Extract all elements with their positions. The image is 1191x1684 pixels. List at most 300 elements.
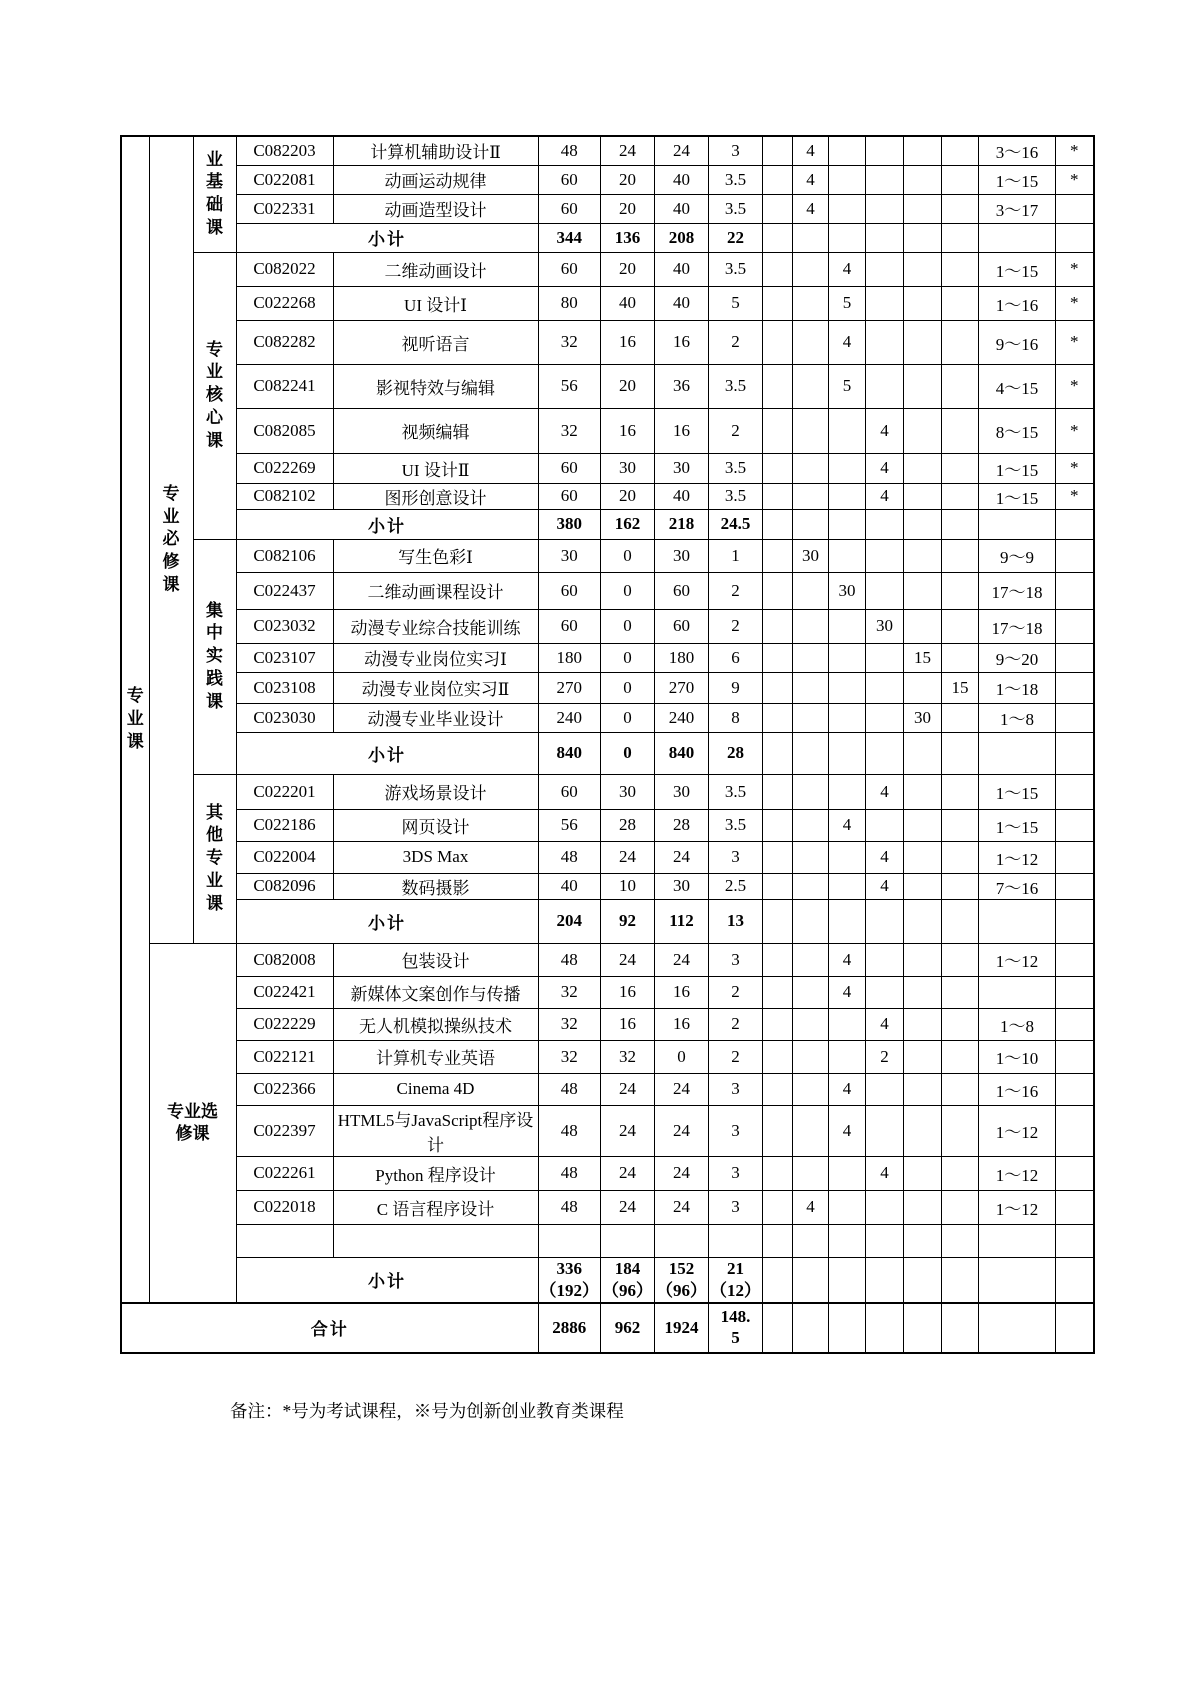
- weeks-range: 7～16: [979, 873, 1056, 899]
- sem-2: [793, 572, 829, 609]
- sem-4: [866, 223, 904, 252]
- sem-4: [866, 899, 904, 943]
- weeks-range: 1～15: [979, 774, 1056, 809]
- course-code: C022081: [236, 165, 333, 194]
- sem-6: [942, 320, 979, 364]
- lecture-hours: 20: [601, 364, 655, 408]
- sem-4: [866, 252, 904, 286]
- credits: 3: [709, 1156, 763, 1190]
- course-row: [121, 703, 1094, 732]
- value-line: 336: [556, 1258, 582, 1278]
- sem-4: [866, 1257, 904, 1303]
- course-name: C 语言程序设计: [333, 1190, 538, 1224]
- total-hours: 80: [538, 286, 601, 320]
- practice-hours: 16: [655, 1008, 709, 1040]
- row-header-core: [193, 252, 236, 539]
- sem-1: [763, 703, 793, 732]
- sem-4: [866, 643, 904, 672]
- sem-2: [793, 1008, 829, 1040]
- sem-2: [793, 873, 829, 899]
- sem-6: [942, 1156, 979, 1190]
- sem-5: [904, 572, 942, 609]
- weeks-range: 1～10: [979, 1040, 1056, 1073]
- value-line: 21: [727, 1258, 744, 1278]
- sem-4: [866, 703, 904, 732]
- sem-6: 15: [942, 672, 979, 703]
- sem-2: [793, 1105, 829, 1156]
- exam-flag: *: [1056, 483, 1094, 509]
- sem-6: [942, 841, 979, 873]
- course-row: [121, 809, 1094, 841]
- course-name: Python 程序设计: [333, 1156, 538, 1190]
- sem-4: [866, 286, 904, 320]
- weeks-range: [979, 509, 1056, 539]
- practice-hours: 24: [655, 841, 709, 873]
- course-row: [121, 453, 1094, 483]
- exam-flag: [1056, 609, 1094, 643]
- sem-5: [904, 509, 942, 539]
- sem-5: [904, 1257, 942, 1303]
- sem-4: 2: [866, 1040, 904, 1073]
- practice-hours: 40: [655, 252, 709, 286]
- sem-2: [793, 453, 829, 483]
- sem-6: [942, 873, 979, 899]
- practice-hours: 0: [655, 1040, 709, 1073]
- sem-1: [763, 1257, 793, 1303]
- course-row: [121, 408, 1094, 453]
- total-hours: 40: [538, 873, 601, 899]
- sem-3: 5: [829, 286, 866, 320]
- weeks-range: 1～8: [979, 703, 1056, 732]
- sem-3: [829, 1190, 866, 1224]
- total-hours: 48: [538, 1190, 601, 1224]
- course-name: 视频编辑: [333, 408, 538, 453]
- practice-hours: 180: [655, 643, 709, 672]
- exam-flag: [1056, 509, 1094, 539]
- sem-3: 5: [829, 364, 866, 408]
- practice-hours: 16: [655, 976, 709, 1008]
- row-header-required: [149, 136, 193, 943]
- sem-2: [793, 320, 829, 364]
- sem-3: [829, 1257, 866, 1303]
- weeks-range: 3～17: [979, 194, 1056, 223]
- course-row: [121, 252, 1094, 286]
- course-name: 包装设计: [333, 943, 538, 976]
- course-row: [121, 572, 1094, 609]
- sem-4: 4: [866, 408, 904, 453]
- sem-6: [942, 364, 979, 408]
- total-hours: 32: [538, 1008, 601, 1040]
- total-hours: 32: [538, 976, 601, 1008]
- sem-2: [793, 609, 829, 643]
- course-name: 二维动画设计: [333, 252, 538, 286]
- subtotal-total-hours: 344: [538, 223, 601, 252]
- course-row: [121, 1190, 1094, 1224]
- course-name: Cinema 4D: [333, 1073, 538, 1105]
- sem-2: [793, 408, 829, 453]
- course-code: C023030: [236, 703, 333, 732]
- course-code: C082096: [236, 873, 333, 899]
- sem-3: [829, 1040, 866, 1073]
- exam-flag: [1056, 1073, 1094, 1105]
- weeks-range: 17～18: [979, 609, 1056, 643]
- sem-5: [904, 539, 942, 572]
- practice-hours: 30: [655, 539, 709, 572]
- course-row: [121, 165, 1094, 194]
- course-code: C022121: [236, 1040, 333, 1073]
- value-line: 148.5: [720, 1307, 751, 1347]
- credits: 1: [709, 539, 763, 572]
- sem-4: [866, 539, 904, 572]
- course-row: [121, 774, 1094, 809]
- credits: 3.5: [709, 364, 763, 408]
- lecture-hours: 16: [601, 1008, 655, 1040]
- course-row: [121, 483, 1094, 509]
- sem-5: [904, 483, 942, 509]
- course-code: C082241: [236, 364, 333, 408]
- row-header-practice: [193, 539, 236, 774]
- course-name: 新媒体文案创作与传播: [333, 976, 538, 1008]
- credits: 3.5: [709, 483, 763, 509]
- total-hours: 180: [538, 643, 601, 672]
- course-code: C023032: [236, 609, 333, 643]
- sem-5: [904, 286, 942, 320]
- course-name: 动漫专业岗位实习Ⅱ: [333, 672, 538, 703]
- subtotal-row: [121, 899, 1094, 943]
- sem-3: [829, 841, 866, 873]
- sem-6: [942, 572, 979, 609]
- exam-flag: [1056, 809, 1094, 841]
- sem-5: [904, 320, 942, 364]
- weeks-range: 1～12: [979, 841, 1056, 873]
- course-row: [121, 1073, 1094, 1105]
- value-line: （12）: [710, 1280, 761, 1300]
- lecture-hours: 28: [601, 809, 655, 841]
- lecture-hours: 0: [601, 703, 655, 732]
- lecture-hours: 0: [601, 609, 655, 643]
- weeks-range: [979, 223, 1056, 252]
- grand-credits: [709, 1303, 763, 1353]
- sem-4: 4: [866, 873, 904, 899]
- lecture-hours: 16: [601, 976, 655, 1008]
- subtotal-row: [121, 732, 1094, 774]
- course-code: C022331: [236, 194, 333, 223]
- weeks-range: 9～16: [979, 320, 1056, 364]
- sem-1: [763, 483, 793, 509]
- course-name: 动画运动规律: [333, 165, 538, 194]
- weeks-range: [979, 1303, 1056, 1353]
- sem-6: [942, 165, 979, 194]
- course-code: C082008: [236, 943, 333, 976]
- sem-1: [763, 943, 793, 976]
- credits: 2: [709, 1040, 763, 1073]
- sem-6: [942, 609, 979, 643]
- exam-flag: [1056, 672, 1094, 703]
- sem-4: [866, 732, 904, 774]
- weeks-range: 1～16: [979, 1073, 1056, 1105]
- sem-1: [763, 1105, 793, 1156]
- course-name: UI 设计Ⅰ: [333, 286, 538, 320]
- subtotal-lecture-hours: 162: [601, 509, 655, 539]
- practice-hours: 16: [655, 408, 709, 453]
- exam-flag: *: [1056, 136, 1094, 165]
- course-name: 动漫专业毕业设计: [333, 703, 538, 732]
- subtotal-total-hours: [538, 1257, 601, 1303]
- total-hours: 60: [538, 483, 601, 509]
- course-name: 动画造型设计: [333, 194, 538, 223]
- course-code: C022186: [236, 809, 333, 841]
- subtotal-practice-hours: 218: [655, 509, 709, 539]
- course-row: [121, 364, 1094, 408]
- sem-5: [904, 1190, 942, 1224]
- subtotal-credits: [709, 1257, 763, 1303]
- total-hours: 48: [538, 1156, 601, 1190]
- sem-4: 30: [866, 609, 904, 643]
- value-line: （96）: [602, 1280, 653, 1300]
- total-hours: 56: [538, 364, 601, 408]
- sem-4: [866, 320, 904, 364]
- sem-1: [763, 453, 793, 483]
- footnote: 备注：*号为考试课程，※号为创新创业教育类课程: [230, 1401, 624, 1421]
- sem-3: [829, 1008, 866, 1040]
- subtotal-practice-hours: 208: [655, 223, 709, 252]
- sem-1: [763, 809, 793, 841]
- lecture-hours: 30: [601, 774, 655, 809]
- sem-2: [793, 364, 829, 408]
- course-name: [333, 1224, 538, 1257]
- sem-1: [763, 732, 793, 774]
- sem-2: [793, 899, 829, 943]
- practice-hours: 270: [655, 672, 709, 703]
- sem-4: [866, 672, 904, 703]
- sem-1: [763, 364, 793, 408]
- total-hours: 60: [538, 165, 601, 194]
- total-hours: 32: [538, 1040, 601, 1073]
- exam-flag: *: [1056, 252, 1094, 286]
- sem-6: [942, 1105, 979, 1156]
- total-hours: 60: [538, 252, 601, 286]
- credits: 2: [709, 609, 763, 643]
- credits: 5: [709, 286, 763, 320]
- sem-6: [942, 453, 979, 483]
- lecture-hours: 20: [601, 252, 655, 286]
- sem-5: [904, 609, 942, 643]
- practice-hours: 60: [655, 609, 709, 643]
- exam-flag: [1056, 643, 1094, 672]
- lecture-hours: [601, 1224, 655, 1257]
- credits: 8: [709, 703, 763, 732]
- practice-hours: 60: [655, 572, 709, 609]
- subtotal-label: 小计: [236, 223, 538, 252]
- weeks-range: 17～18: [979, 572, 1056, 609]
- sem-4: 4: [866, 453, 904, 483]
- sem-3: 4: [829, 809, 866, 841]
- weeks-range: 1～8: [979, 1008, 1056, 1040]
- weeks-range: 1～15: [979, 453, 1056, 483]
- exam-flag: [1056, 1224, 1094, 1257]
- credits: 3: [709, 1190, 763, 1224]
- course-name: 3DS Max: [333, 841, 538, 873]
- course-row: [121, 643, 1094, 672]
- sem-2: [793, 841, 829, 873]
- total-hours: 48: [538, 136, 601, 165]
- sem-4: [866, 1224, 904, 1257]
- course-code: C022269: [236, 453, 333, 483]
- subtotal-credits: 24.5: [709, 509, 763, 539]
- exam-flag: [1056, 899, 1094, 943]
- lecture-hours: 0: [601, 539, 655, 572]
- course-code: C082282: [236, 320, 333, 364]
- credits: 3: [709, 943, 763, 976]
- subtotal-label: 小计: [236, 899, 538, 943]
- grand-practice-hours: 1924: [655, 1303, 709, 1353]
- course-row: [121, 609, 1094, 643]
- subtotal-label: 小计: [236, 732, 538, 774]
- lecture-hours: 20: [601, 483, 655, 509]
- course-name: 动漫专业综合技能训练: [333, 609, 538, 643]
- weeks-range: [979, 1224, 1056, 1257]
- course-code: C022004: [236, 841, 333, 873]
- sem-5: 30: [904, 703, 942, 732]
- total-hours: 60: [538, 609, 601, 643]
- exam-flag: [1056, 1008, 1094, 1040]
- lecture-hours: 24: [601, 136, 655, 165]
- course-name: 写生色彩Ⅰ: [333, 539, 538, 572]
- lecture-hours: 40: [601, 286, 655, 320]
- exam-flag: *: [1056, 286, 1094, 320]
- subtotal-total-hours: 840: [538, 732, 601, 774]
- credits: 3: [709, 136, 763, 165]
- total-hours: 60: [538, 774, 601, 809]
- weeks-range: 3～16: [979, 136, 1056, 165]
- subtotal-credits: 22: [709, 223, 763, 252]
- credits: 2: [709, 320, 763, 364]
- course-name: 视听语言: [333, 320, 538, 364]
- lecture-hours: 30: [601, 453, 655, 483]
- subtotal-label: 小计: [236, 1257, 538, 1303]
- practice-hours: 30: [655, 873, 709, 899]
- sem-3: 4: [829, 943, 866, 976]
- sem-6: [942, 252, 979, 286]
- sem-5: [904, 408, 942, 453]
- total-hours: 32: [538, 408, 601, 453]
- sem-1: [763, 286, 793, 320]
- exam-flag: [1056, 976, 1094, 1008]
- sem-4: 4: [866, 483, 904, 509]
- exam-flag: *: [1056, 165, 1094, 194]
- sem-4: [866, 136, 904, 165]
- sem-4: 4: [866, 1156, 904, 1190]
- credits: [709, 1224, 763, 1257]
- row-header-elective: [149, 943, 236, 1303]
- sem-5: [904, 841, 942, 873]
- course-name: 计算机辅助设计Ⅱ: [333, 136, 538, 165]
- course-code: C022229: [236, 1008, 333, 1040]
- weeks-range: 1～15: [979, 483, 1056, 509]
- sem-5: [904, 774, 942, 809]
- lecture-hours: 20: [601, 165, 655, 194]
- practice-hours: [655, 1224, 709, 1257]
- sem-5: [904, 1105, 942, 1156]
- sem-2: [793, 509, 829, 539]
- sem-3: [829, 509, 866, 539]
- sem-2: [793, 672, 829, 703]
- subtotal-row: [121, 223, 1094, 252]
- curriculum-table: [120, 135, 1095, 1354]
- sem-6: [942, 976, 979, 1008]
- sem-5: [904, 223, 942, 252]
- course-row: [121, 1156, 1094, 1190]
- total-hours: 270: [538, 672, 601, 703]
- course-code: C023107: [236, 643, 333, 672]
- course-name: 动漫专业岗位实习Ⅰ: [333, 643, 538, 672]
- sem-3: 30: [829, 572, 866, 609]
- sem-4: [866, 194, 904, 223]
- weeks-range: 1～12: [979, 1156, 1056, 1190]
- course-code: C022421: [236, 976, 333, 1008]
- lecture-hours: 0: [601, 643, 655, 672]
- row-header-major-course-text: 专业课: [126, 686, 144, 751]
- total-hours: 48: [538, 1105, 601, 1156]
- sem-1: [763, 408, 793, 453]
- credits: 3: [709, 1073, 763, 1105]
- sem-6: [942, 1303, 979, 1353]
- practice-hours: 40: [655, 194, 709, 223]
- sem-4: [866, 1303, 904, 1353]
- row-header-core-text: 专业核心课: [205, 339, 223, 450]
- weeks-range: 1～12: [979, 943, 1056, 976]
- sem-1: [763, 252, 793, 286]
- sem-6: [942, 194, 979, 223]
- lecture-hours: 24: [601, 841, 655, 873]
- practice-hours: 30: [655, 453, 709, 483]
- credits: 3.5: [709, 165, 763, 194]
- sem-5: 15: [904, 643, 942, 672]
- sem-4: [866, 976, 904, 1008]
- course-row: [121, 1040, 1094, 1073]
- exam-flag: [1056, 1303, 1094, 1353]
- sem-2: [793, 1040, 829, 1073]
- weeks-range: 1～12: [979, 1190, 1056, 1224]
- exam-flag: *: [1056, 364, 1094, 408]
- weeks-range: 1～12: [979, 1105, 1056, 1156]
- course-row: [121, 194, 1094, 223]
- exam-flag: [1056, 943, 1094, 976]
- row-header-other: [193, 774, 236, 943]
- sem-3: 4: [829, 1105, 866, 1156]
- course-row: [121, 943, 1094, 976]
- credits: 2: [709, 408, 763, 453]
- sem-1: [763, 774, 793, 809]
- lecture-hours: 0: [601, 672, 655, 703]
- sem-3: [829, 609, 866, 643]
- sem-4: [866, 943, 904, 976]
- weeks-range: 1～18: [979, 672, 1056, 703]
- course-name: UI 设计Ⅱ: [333, 453, 538, 483]
- sem-3: [829, 453, 866, 483]
- sem-3: [829, 223, 866, 252]
- credits: 9: [709, 672, 763, 703]
- course-code: C022261: [236, 1156, 333, 1190]
- practice-hours: 40: [655, 165, 709, 194]
- sem-5: [904, 732, 942, 774]
- lecture-hours: 16: [601, 408, 655, 453]
- sem-1: [763, 1073, 793, 1105]
- sem-1: [763, 194, 793, 223]
- sem-5: [904, 136, 942, 165]
- sem-6: [942, 1257, 979, 1303]
- exam-flag: [1056, 1105, 1094, 1156]
